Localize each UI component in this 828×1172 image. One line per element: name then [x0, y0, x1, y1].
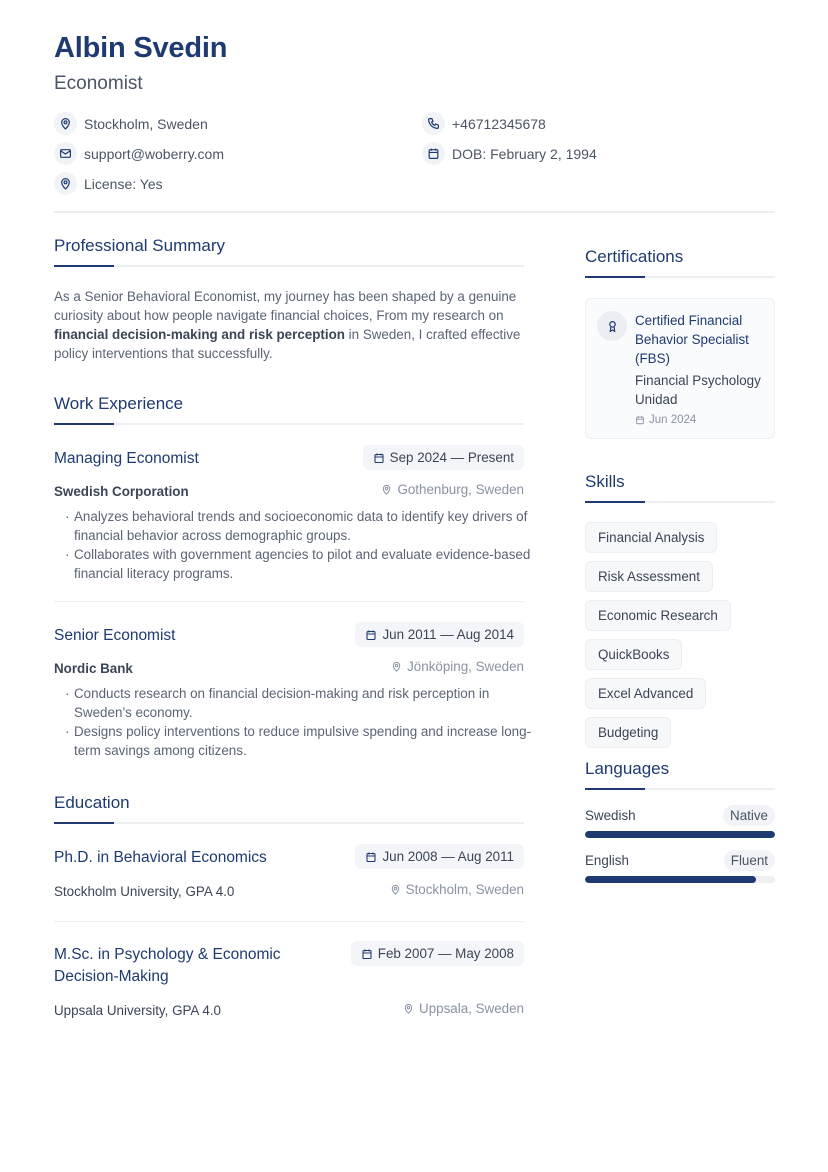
contact-phone[interactable] [422, 112, 546, 135]
date-badge: Sep 2024 — Present [363, 445, 524, 470]
entry-divider [54, 921, 524, 922]
date-badge: Jun 2008 — Aug 2011 [355, 844, 524, 869]
map-pin-icon [403, 1003, 414, 1014]
job-title: Managing Economist [54, 450, 199, 467]
date-badge: Feb 2007 — May 2008 [351, 941, 524, 966]
certification-date: Jun 2024 [635, 414, 762, 426]
dob-text: DOB: February 2, 1994 [452, 145, 597, 162]
section-heading: Languages [585, 759, 670, 778]
entry-divider [54, 601, 524, 602]
bullet-item: · Analyzes behavioral trends and socioeconomic data to identify key drivers of financial behavior across demographic groups. [66, 507, 536, 545]
certification-card [585, 298, 775, 439]
education-entry [54, 941, 524, 1031]
mail-icon [54, 142, 77, 165]
date-badge: Jun 2011 — Aug 2014 [355, 622, 524, 647]
calendar-icon [373, 452, 385, 464]
map-pin-icon [390, 884, 401, 895]
skill-tag: Budgeting [585, 717, 671, 748]
language-name: Swedish [585, 808, 636, 823]
certification-name: Certified Financial Behavior Specialist (FBS) [635, 313, 749, 366]
sidebar-column [585, 230, 775, 883]
certification-issuer: Financial Psychology Unidad [635, 373, 761, 407]
job-location: Gothenburg, Sweden [381, 482, 524, 497]
map-pin-icon [54, 112, 77, 135]
section-rule [54, 423, 524, 425]
section-rule [585, 501, 775, 503]
job-bullets [66, 507, 536, 583]
header-divider [54, 211, 775, 213]
skill-tag: Economic Research [585, 600, 731, 631]
calendar-icon [361, 948, 373, 960]
license-text: License: Yes [84, 175, 163, 192]
calendar-icon [635, 415, 645, 425]
language-level: Native [723, 805, 775, 826]
contact-info [54, 112, 775, 198]
company-name: Nordic Bank [54, 661, 133, 676]
location-text: Stockholm, Sweden [84, 115, 208, 132]
section-rule [54, 822, 524, 824]
contact-dob [422, 142, 597, 165]
education-section [54, 793, 524, 1031]
language-proficiency-bar [585, 876, 775, 883]
languages-section [585, 759, 775, 883]
summary-section [54, 236, 524, 363]
section-rule [585, 788, 775, 790]
skill-tag: Financial Analysis [585, 522, 717, 553]
work-entry [54, 622, 532, 772]
company-name: Swedish Corporation [54, 484, 189, 499]
section-heading: Work Experience [54, 394, 184, 413]
work-entry [54, 445, 531, 602]
section-rule [54, 265, 524, 267]
language-level: Fluent [724, 850, 775, 871]
section-heading: Education [54, 793, 130, 812]
candidate-name: Albin Svedin [54, 32, 228, 64]
skills-section [585, 472, 775, 756]
language-item [585, 850, 775, 883]
certifications-section [585, 247, 775, 439]
main-column [54, 230, 532, 1031]
section-rule [585, 276, 775, 278]
section-heading: Professional Summary [54, 236, 226, 255]
bullet-item: · Designs policy interventions to reduce impulsive spending and increase long-term savings among citizens. [66, 722, 536, 760]
skill-tag: Excel Advanced [585, 678, 706, 709]
skills-list [585, 522, 775, 756]
candidate-title: Economist [54, 73, 143, 94]
language-proficiency-fill [585, 831, 775, 838]
map-pin-icon [391, 661, 402, 672]
skill-tag: QuickBooks [585, 639, 682, 670]
phone-icon [422, 112, 445, 135]
map-pin-icon [54, 172, 77, 195]
bullet-item: · Collaborates with government agencies to pilot and evaluate evidence-based financial literacy programs. [66, 545, 536, 583]
section-heading: Certifications [585, 247, 684, 266]
work-experience-section [54, 394, 532, 772]
language-name: English [585, 853, 629, 868]
calendar-icon [422, 142, 445, 165]
degree-title: Ph.D. in Behavioral Economics [54, 849, 267, 866]
job-bullets [66, 684, 536, 760]
school-name: Uppsala University, GPA 4.0 [54, 1003, 221, 1018]
school-location: Stockholm, Sweden [390, 882, 524, 897]
section-heading: Skills [585, 472, 625, 491]
bullet-item: · Conducts research on financial decision-making and risk perception in Sweden’s economy. [66, 684, 536, 722]
award-icon [597, 311, 627, 341]
degree-title: M.Sc. in Psychology & Economic Decision-Making [54, 946, 281, 985]
calendar-icon [365, 851, 377, 863]
language-proficiency-bar [585, 831, 775, 838]
language-proficiency-fill [585, 876, 756, 883]
job-location: Jönköping, Sweden [391, 659, 524, 674]
map-pin-icon [381, 484, 392, 495]
email-text[interactable]: support@woberry.com [84, 145, 224, 162]
summary-text: As a Senior Behavioral Economist, my journey has been shaped by a genuine curiosity about how people navigate financial choices, From my research on financial decision-making and risk perception in Sweden, I crafted effective policy interventions that successfully. [54, 289, 521, 361]
education-entry [54, 844, 524, 922]
contact-email[interactable] [54, 142, 224, 165]
phone-text[interactable]: +46712345678 [452, 115, 546, 132]
school-location: Uppsala, Sweden [403, 1001, 524, 1016]
language-item [585, 805, 775, 838]
calendar-icon [365, 629, 377, 641]
contact-location [54, 112, 208, 135]
school-name: Stockholm University, GPA 4.0 [54, 884, 235, 899]
job-title: Senior Economist [54, 627, 176, 644]
skill-tag: Risk Assessment [585, 561, 713, 592]
contact-license [54, 172, 163, 195]
